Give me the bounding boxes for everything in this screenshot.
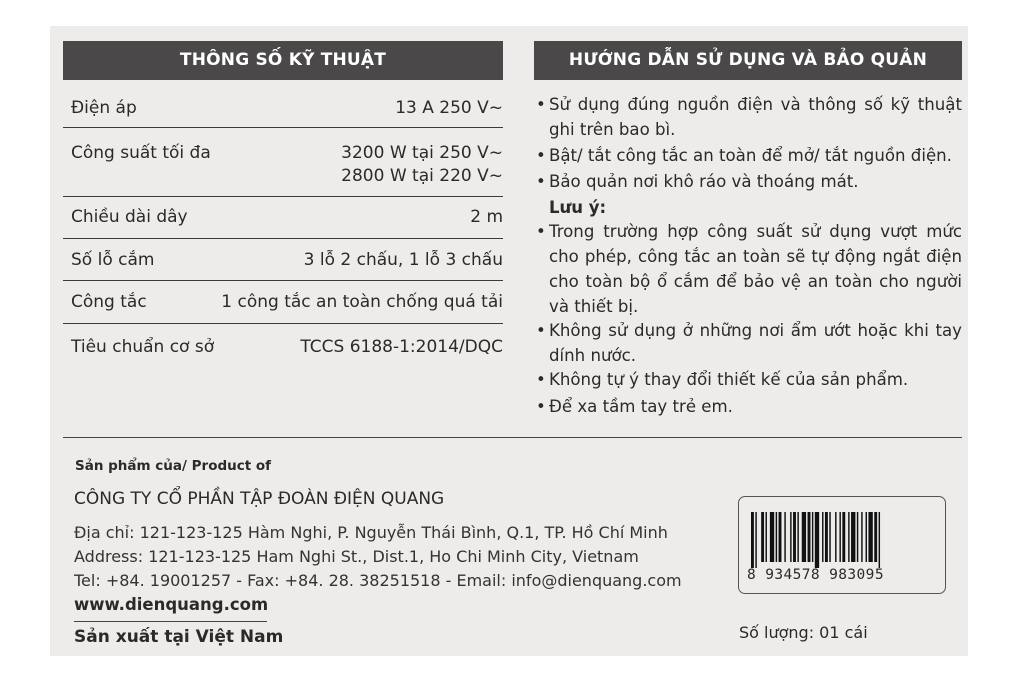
spec-divider (63, 127, 503, 128)
spec-value: 1 công tắc an toàn chống quá tải (221, 292, 503, 312)
spec-label: Công suất tối đa (71, 143, 211, 163)
bullet-icon: • (536, 146, 546, 165)
spec-value-secondary: 2800 W tại 220 V~ (341, 166, 503, 186)
note-title: Lưu ý: (549, 198, 607, 217)
bullet-icon: • (536, 222, 546, 241)
product-of-label: Sản phẩm của/ Product of (75, 458, 272, 474)
spec-value: 3200 W tại 250 V~ (341, 143, 503, 163)
spec-label: Chiều dài dây (71, 207, 188, 227)
spec-label: Công tắc (71, 292, 147, 312)
spec-divider (63, 323, 503, 324)
bullet-icon: • (536, 172, 546, 191)
bullet-icon: • (536, 95, 546, 114)
note-item-text: Để xa tầm tay trẻ em. (549, 397, 733, 416)
guide-item-text: Bảo quản nơi khô ráo và thoáng mát. (549, 172, 859, 191)
bullet-icon: • (536, 321, 546, 340)
barcode-box (738, 496, 946, 594)
guide-item-text: Sử dụng đúng nguồn điện và thông số kỹ thuật ghi trên bao bì. (549, 95, 962, 139)
spec-label: Tiêu chuẩn cơ sở (71, 337, 215, 357)
quantity-label: Số lượng: 01 cái (739, 623, 868, 642)
note-item-text: Không sử dụng ở những nơi ẩm ướt hoặc khi tay dính nước. (549, 321, 962, 365)
company-name: CÔNG TY CỔ PHẦN TẬP ĐOÀN ĐIỆN QUANG (74, 489, 445, 509)
spec-value: 13 A 250 V~ (395, 98, 503, 118)
address-vn: Địa chỉ: 121-123-125 Hàm Nghi, P. Nguyễn Thái Bình, Q.1, TP. Hồ Chí Minh (74, 523, 668, 542)
bullet-icon: • (536, 370, 546, 389)
note-item-text: Không tự ý thay đổi thiết kế của sản phẩm. (549, 370, 909, 389)
note-item-text: Trong trường hợp công suất sử dụng vượt mức cho phép, công tắc an toàn sẽ tự động ngắt điện cho toàn bộ ổ cắm để bảo vệ an toàn cho người và thiết bị. (549, 222, 962, 316)
spec-value: 3 lỗ 2 chấu, 1 lỗ 3 chấu (303, 250, 503, 270)
spec-divider (63, 280, 503, 281)
guide-header: HƯỚNG DẪN SỬ DỤNG VÀ BẢO QUẢN (534, 41, 962, 80)
website-link: www.dienquang.com (74, 595, 269, 614)
spec-divider (63, 238, 503, 239)
spec-header: THÔNG SỐ KỸ THUẬT (63, 41, 503, 80)
made-in-label: Sản xuất tại Việt Nam (74, 627, 284, 647)
contact-info: Tel: +84. 19001257 - Fax: +84. 28. 38251518 - Email: info@dienquang.com (74, 571, 682, 590)
bullet-icon: • (536, 397, 546, 416)
footer-divider (74, 621, 267, 622)
barcode-number: 8 934578 983095 (747, 567, 884, 583)
barcode-icon (751, 512, 933, 568)
section-divider (63, 437, 962, 438)
spec-value: 2 m (470, 207, 503, 227)
spec-label: Số lỗ cắm (71, 250, 155, 270)
spec-divider (63, 196, 503, 197)
guide-item-text: Bật/ tắt công tắc an toàn để mở/ tắt nguồn điện. (549, 146, 952, 165)
spec-value: TCCS 6188-1:2014/DQC (300, 337, 503, 357)
address-en: Address: 121-123-125 Ham Nghi St., Dist.1, Ho Chi Minh City, Vietnam (74, 547, 639, 566)
spec-label: Điện áp (71, 98, 137, 118)
